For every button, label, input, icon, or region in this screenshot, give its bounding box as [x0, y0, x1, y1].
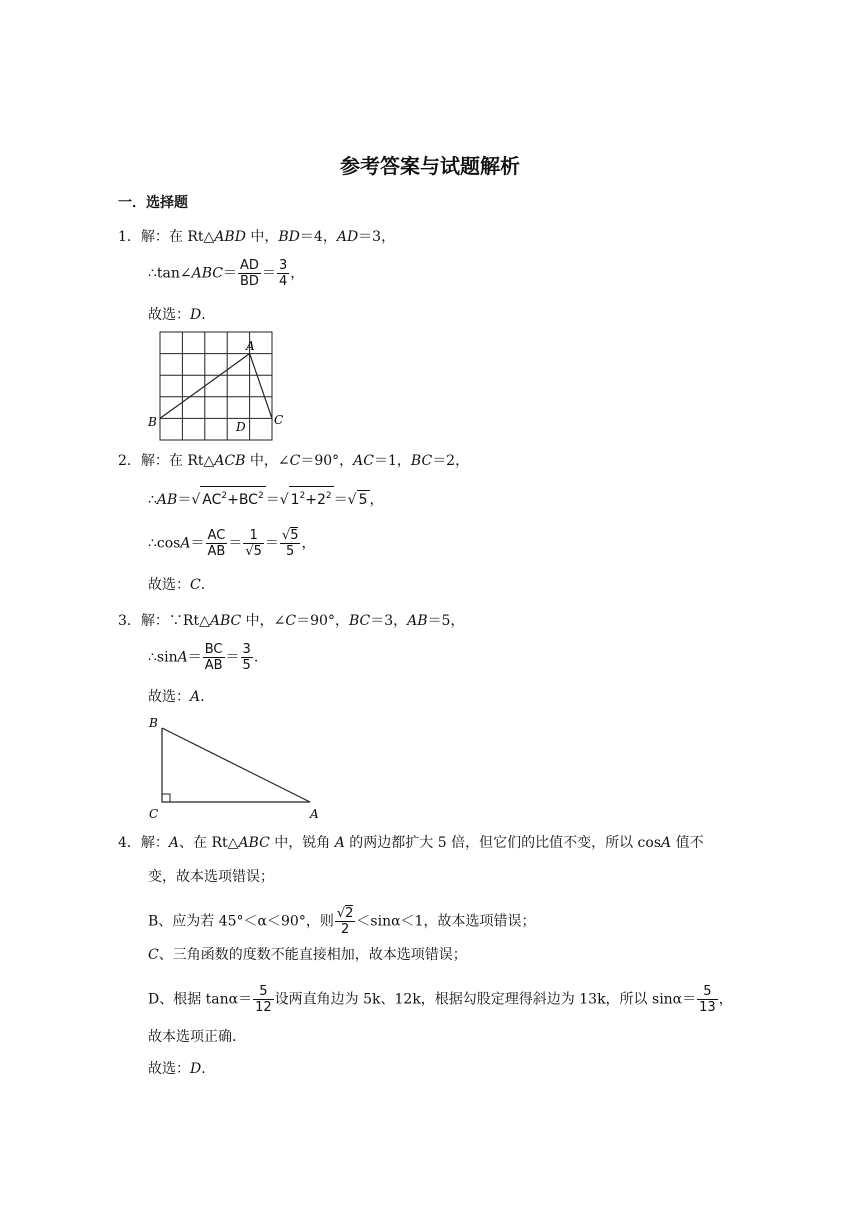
q2-frac3-num: 5 [290, 528, 299, 543]
q4-lineB-b: ＜sinα＜1，故本选项错误； [356, 913, 536, 930]
q4-lineD-b: 设两直角边为 5k、12k，根据勾股定理得斜边为 13k，所以 sinα＝ [274, 991, 697, 1008]
q1-ad-val: ＝3， [358, 229, 396, 245]
q4-fraction-5-13 [697, 984, 718, 1015]
q1-tan-prefix: ∴tan∠ [148, 265, 192, 282]
q4-lineD-f2-num: 5 [697, 984, 718, 1000]
q2-eq1: ＝ [177, 492, 192, 508]
page-title: 参考答案与试题解析 [340, 154, 520, 178]
q4-a-var2: A [661, 835, 672, 851]
q4-answer-label: 故选： [148, 1061, 190, 1077]
q3-eq2: ＝ [225, 649, 240, 666]
q3-eq1: ＝ [187, 649, 202, 666]
q1-fraction-ad-bd [238, 258, 261, 289]
q2-end: ， [369, 492, 384, 508]
q4-option-c: C [148, 947, 159, 963]
q2-sqrt-5: √ 5 [347, 492, 368, 508]
q2-line1 [118, 452, 469, 470]
q1-label-b: B [148, 415, 157, 429]
q3-ab: AB [407, 613, 428, 629]
q4-line1e: 值不 [671, 835, 704, 851]
q4-fraction-sqrt2-2 [335, 906, 356, 937]
q1-fraction-3-4 [277, 258, 289, 289]
q1-mid: 中， [245, 229, 279, 245]
q1-frac1-num: AD [238, 258, 261, 274]
q1-tan-angle: ABC [191, 265, 224, 282]
q4-triangle: ABC [238, 835, 270, 851]
q1-answer-end: . [201, 307, 206, 323]
q1-bd-val: ＝4， [299, 229, 337, 245]
q3-mid: 中，∠ [241, 613, 286, 629]
q4-line1c: 中，锐角 [269, 835, 335, 851]
q2-end2: ， [301, 535, 316, 552]
q2-mid: 中，∠ [245, 453, 290, 469]
q2-answer-end: . [200, 577, 206, 593]
q4-lineD-f2-den: 13 [699, 1000, 716, 1015]
q2-fraction-sqrt5-5 [280, 528, 301, 559]
q3-sin-a: A [177, 649, 188, 666]
q3-frac1-num: BC [203, 642, 225, 658]
q2-eq6: ＝ [264, 535, 279, 552]
q2-line3 [148, 528, 315, 559]
section-heading: 一．选择题 [118, 195, 188, 211]
q1-end: ， [290, 265, 305, 282]
q3-fraction-3-5 [241, 642, 253, 673]
q1-ad: AD [336, 229, 359, 245]
q2-answer [148, 576, 205, 594]
q4-lineC-text: 、三角函数的度数不能直接相加，故本选项错误； [158, 947, 467, 963]
q1-answer [148, 306, 206, 324]
q2-rad2: 1 [290, 492, 300, 508]
q3-frac2-num: 3 [242, 642, 251, 657]
q2-sq3: 2 [299, 491, 306, 501]
q4-number: 4． [118, 835, 141, 851]
q3-intro: 解：∵Rt△ [140, 613, 210, 629]
q4-line1d: 的两边都扩大 5 倍，但它们的比值不变，所以 cos [344, 835, 662, 851]
q2-triangle: ACB [214, 453, 246, 469]
q2-eq4: ＝ [190, 535, 205, 552]
q1-frac2-num: 3 [278, 258, 288, 273]
q2-c: C [289, 453, 301, 469]
q3-label-b: B [149, 716, 158, 730]
q2-frac2-den: 5 [253, 544, 262, 559]
q4-lineB-a: B、应为若 45°＜α＜90°，则 [148, 913, 334, 930]
q4-line1 [118, 834, 704, 852]
q3-triangle: ABC [209, 613, 242, 629]
q4-a-var: A [334, 835, 345, 851]
q1-line2 [148, 258, 304, 289]
q3-sin-prefix: ∴sin [148, 649, 178, 666]
q2-number: 2． [118, 453, 141, 469]
q4-lineC [148, 946, 467, 964]
q1-frac1-den: BD [240, 274, 259, 289]
q3-answer [148, 688, 205, 706]
q3-label-a: A [310, 807, 319, 821]
q4-lineD-f1-num: 5 [253, 984, 274, 1000]
q4-lineD-end: ， [718, 991, 733, 1008]
q2-line2 [148, 486, 384, 509]
q4-fraction-5-12 [253, 984, 274, 1015]
q2-intro: 解：在 Rt△ [140, 453, 215, 469]
q2-ac: AC [353, 453, 374, 469]
q4-line2: 变，故本选项错误； [148, 869, 274, 885]
q2-eq3: ＝ [333, 492, 348, 508]
q4-line1b: 、在 Rt△ [179, 835, 239, 851]
q2-bc-val: ＝2， [432, 453, 470, 469]
q2-sq4: 2 [325, 491, 332, 501]
q3-answer-label: 故选： [148, 689, 190, 705]
q3-frac1-den: AB [204, 658, 223, 673]
q1-answer-value: D [190, 307, 202, 323]
q2-rad3: 5 [358, 492, 368, 508]
q1-triangle-abc [160, 354, 272, 419]
q2-frac3-num-wrap: √5 [281, 528, 299, 543]
q4-lineD-f1-den: 12 [255, 1000, 272, 1015]
q1-label-c: C [274, 413, 284, 427]
q2-sq2: 2 [257, 491, 264, 501]
q2-rad1b: +BC [227, 492, 258, 508]
q3-line1 [118, 612, 464, 630]
q1-bd: BD [278, 229, 300, 245]
q3-triangle-sides [162, 728, 310, 802]
q2-answer-label: 故选： [148, 577, 190, 593]
q3-answer-value: A [190, 689, 201, 705]
q3-bc-val: ＝3， [370, 613, 408, 629]
q2-sqrt-1: √ $AC^2+BC^2$ [191, 486, 265, 509]
q4-answer-value: D [190, 1061, 202, 1077]
q3-fraction-bc-ab [203, 642, 225, 673]
q2-cos-prefix: ∴cos [148, 535, 181, 552]
q3-c-val: ＝90°， [296, 613, 349, 629]
q4-lineD2: 故本选项正确． [148, 1029, 246, 1045]
q1-label-a: A [246, 339, 255, 353]
q4-lineB [148, 906, 535, 937]
q2-rad2b: +2 [305, 492, 326, 508]
q4-line1a: 解： [140, 835, 169, 851]
q2-c-val: ＝90°， [300, 453, 354, 469]
q4-answer-end: . [201, 1061, 206, 1077]
q2-frac1-den: AB [207, 544, 226, 559]
q3-number: 3． [118, 613, 141, 629]
q2-sq1: 2 [221, 491, 228, 501]
q1-frac2-den: 4 [278, 274, 288, 289]
q3-frac2-den: 5 [242, 658, 251, 673]
q3-c: C [285, 613, 297, 629]
q2-ab: AB [156, 492, 178, 508]
q2-frac3-den: 5 [286, 544, 295, 559]
q4-lineD [148, 984, 733, 1015]
q3-answer-end: . [200, 689, 205, 705]
q2-sqrt-2: √ $1^2+2^2$ [280, 486, 334, 509]
q2-frac2-den-wrap: √5 [245, 544, 262, 559]
q4-lineB-frac-num-wrap: √2 [336, 906, 354, 921]
q2-eq5: ＝ [228, 535, 243, 552]
q1-label-d: D [236, 420, 246, 434]
q1-intro: 解：在 Rt△ [140, 229, 215, 245]
q1-answer-label: 故选： [148, 307, 190, 323]
q4-lineB-frac-den: 2 [340, 922, 350, 937]
q2-bc: BC [410, 453, 433, 469]
q1-grid-lines [160, 332, 272, 440]
q2-frac1-num: AC [206, 528, 228, 544]
q2-cos-a: A [180, 535, 191, 552]
q3-end: . [253, 649, 259, 666]
q1-grid-figure [146, 330, 291, 442]
q3-line2 [148, 642, 258, 673]
q1-number: 1． [118, 229, 141, 245]
q2-ab-prefix: ∴ [148, 492, 157, 508]
q3-bc: BC [348, 613, 371, 629]
q2-eq2: ＝ [265, 492, 280, 508]
q4-answer [148, 1060, 206, 1078]
q4-lineB-frac-num: 2 [345, 906, 354, 921]
q1-line1 [118, 228, 395, 246]
q4-lineD-a: D、根据 tanα＝ [148, 991, 253, 1008]
q4-option-a: A [168, 835, 180, 851]
q2-fraction-ac-ab [206, 528, 228, 559]
q2-rad1: AC [202, 492, 222, 508]
q1-triangle: ABD [214, 229, 246, 245]
q3-label-c: C [149, 807, 159, 821]
q2-fraction-1-sqrt5 [243, 528, 264, 559]
q1-eq1: ＝ [223, 265, 238, 282]
q2-ac-val: ＝1， [374, 453, 411, 469]
q1-eq2: ＝ [261, 265, 276, 282]
q3-ab-val: ＝5， [427, 613, 465, 629]
q3-triangle-figure [146, 714, 326, 822]
q2-frac2-num: 1 [243, 528, 264, 544]
q2-answer-value: C [190, 577, 201, 593]
